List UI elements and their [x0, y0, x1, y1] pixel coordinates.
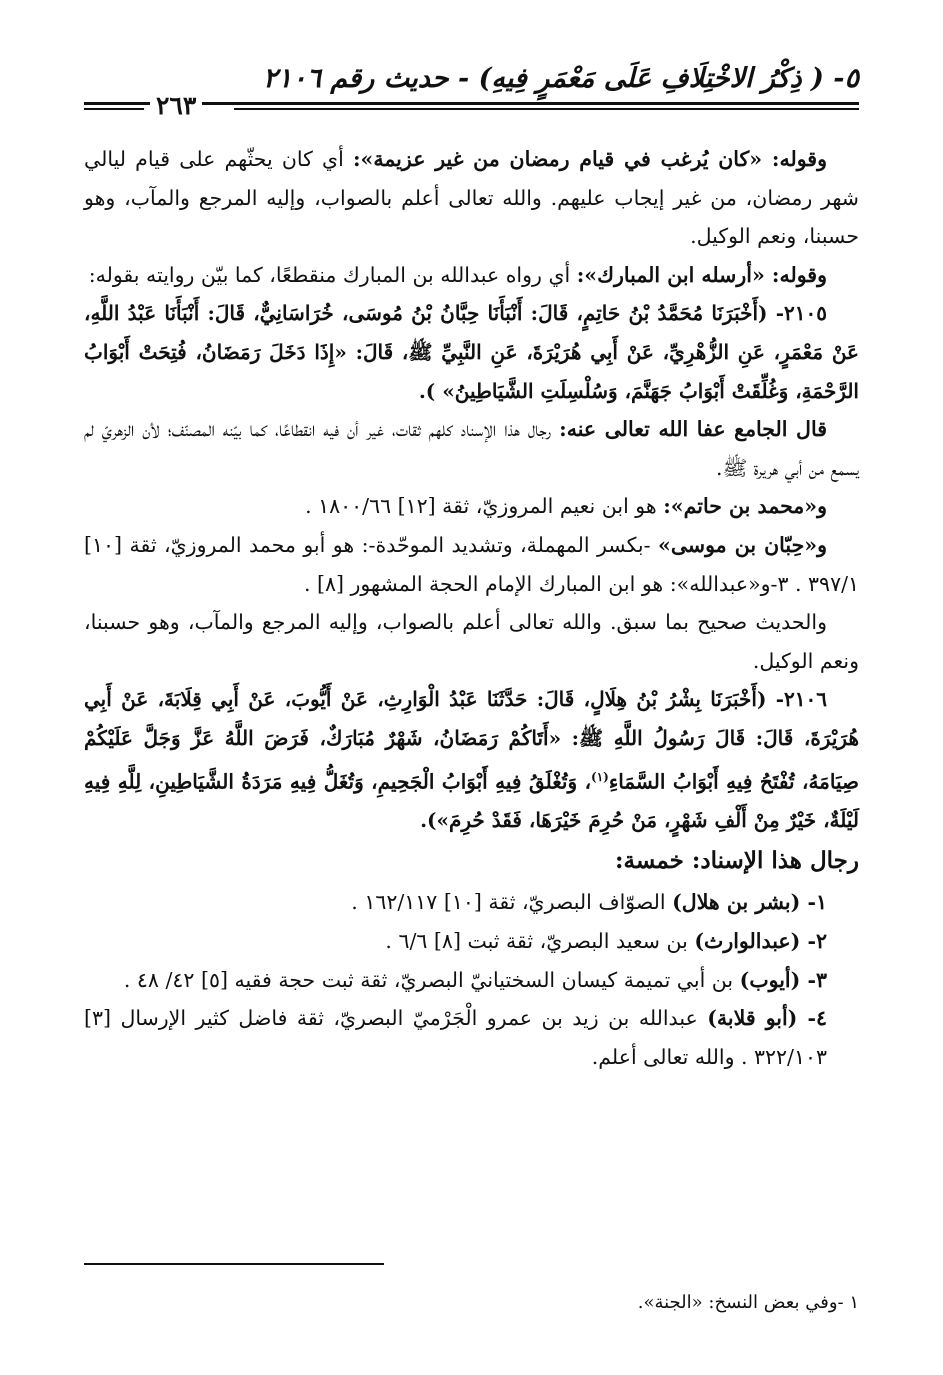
- paragraph-text: أي رواه عبدالله بن المبارك منقطعًا، كما بيّن روايته بقوله:: [88, 262, 577, 287]
- paragraph: [84, 256, 859, 295]
- header-rule-left: [84, 108, 144, 110]
- footnote-marker: (١): [591, 769, 609, 784]
- narrator-name: ٣- (أيوب): [739, 967, 827, 992]
- narrator-name: ٤- (أبو قلابة): [707, 1006, 827, 1031]
- narrator-name: ٢- (عبدالوارث): [694, 928, 827, 953]
- commentary-text: رجال هذا الإسناد كلهم ثقات، غير أن فيه انقطاعًا، كما بيّنه المصنّف؛ لأن الزهريّ لم يسمع من أبي هريرة ﷺ.: [84, 417, 859, 480]
- narrator-details: بن سعيد البصريّ، ثقة ثبت [٨] ٦/٦ .: [385, 928, 695, 953]
- page-header: [84, 55, 859, 120]
- commentary-bold-lead: و«حِبّان بن موسى»: [658, 532, 828, 557]
- hadith-2106-text-a: ٢١٠٦- (أَخْبَرَنَا بِشْرُ بْنُ هِلَالٍ، قَالَ: حَدَّثَنَا عَبْدُ الْوَارِثِ، عَنْ أَيُّوبَ، عَنْ أَبِي قِلَابَةَ، عَنْ أَبِي هُرَيْرَةَ، قَالَ: قَالَ رَسُولُ اللَّهِ ﷺ: «أَتَاكُمْ رَمَضَانُ، شَهْرٌ مُبَارَكٌ، فَرَضَ اللَّهُ عَزَّ وَجَلَّ عَلَيْكُمْ صِيَامَهُ، تُفْتَحُ فِيهِ أَبْوَابُ السَّمَاءِ: [84, 687, 859, 794]
- narrator-item: [84, 922, 859, 961]
- footnote: ١ -وفي بعض النسخ: «الجنة».: [637, 1292, 859, 1313]
- narrator-item: [84, 883, 859, 922]
- paragraph-bold-lead: وقوله: «كان يُرغب في قيام رمضان من غير عزيمة»:: [352, 147, 827, 171]
- commentary-text: هو ابن نعيم المروزيّ، ثقة [١٢] ١٨٠٠/٦٦ .: [305, 494, 664, 519]
- header-rule-right: [234, 108, 859, 110]
- commentary-text: والحديث صحيح بما سبق. والله تعالى أعلم بالصواب، وإليه المرجع والمآب، وهو حسبنا، ونعم الوكيل.: [84, 610, 859, 673]
- paragraph-bold-lead: وقوله: «أرسله ابن المبارك»:: [576, 262, 827, 287]
- hadith-2106-text-b: ، وَتُغْلَقُ فِيهِ أَبْوَابُ الْجَحِيمِ، وَتُغَلُّ فِيهِ مَرَدَةُ الشَّيَاطِينِ، لِلَّهِ فِيهِ لَيْلَةٌ، خَيْرٌ مِنْ أَلْفِ شَهْرٍ، مَنْ حُرِمَ خَيْرَهَا، فَقَدْ حُرِمَ»).: [84, 769, 859, 832]
- narrator-details: بن أبي تميمة كيسان السختيانيّ البصريّ، ثقة ثبت حجة فقيه [٥] ٤٢/ ٤٨ .: [123, 967, 740, 992]
- footnote-divider: [84, 1263, 384, 1265]
- narrator-item: [84, 961, 859, 1000]
- narrator-details: الصوّاف البصريّ، ثقة [١٠] ١٦٢/١١٧ .: [351, 890, 673, 915]
- commentary-bold-lead: قال الجامع عفا الله تعالى عنه:: [559, 417, 827, 442]
- commentary-paragraph: [84, 603, 859, 680]
- narrator-item: [84, 999, 859, 1076]
- paragraph-text: أي كان يحثّهم على قيام ليالي شهر رمضان، من غير إيجاب عليهم. والله تعالى أعلم بالصواب، وإليه المرجع والمآب، وهو حسبنا، ونعم الوكيل.: [84, 147, 859, 249]
- page-number: ٢٦٣: [150, 91, 202, 120]
- commentary-text: -بكسر المهملة، وتشديد الموحّدة-: هو أبو محمد المروزيّ، ثقة [١٠] ٣٩٧/١ . ٣-و«عبدالله»: هو ابن المبارك الإمام الحجة المشهور [٨] .: [84, 532, 859, 596]
- commentary-paragraph: [84, 410, 859, 487]
- hadith-2105: ٢١٠٥- (أَخْبَرَنَا مُحَمَّدُ بْنُ حَاتِمٍ، قَالَ: أَنْبَأَنَا حِبَّانُ بْنُ مُوسَى، خُرَاسَانِيٌّ، قَالَ: أَنْبَأَنَا عَبْدُ اللَّهِ، عَنْ مَعْمَرٍ، عَنِ الزُّهْرِيِّ، عَنْ أَبِي هُرَيْرَةَ، عَنِ النَّبِيِّ ﷺ، قَالَ: «إِذَا دَخَلَ رَمَضَانُ، فُتِحَتْ أَبْوَابُ الرَّحْمَةِ، وَغُلِّقَتْ أَبْوَابُ جَهَنَّمَ، وَسُلْسِلَتِ الشَّيَاطِينُ» ).: [84, 301, 859, 403]
- hadith-2106: [84, 680, 859, 839]
- narrator-name: ١- (بشر بن هلال): [672, 890, 827, 915]
- commentary-paragraph: [84, 487, 859, 526]
- narrators-heading: رجال هذا الإسناد: خمسة:: [615, 847, 859, 875]
- page-body: [84, 140, 859, 1076]
- chapter-title: ٥- ( ذِكْرُ الاخْتِلَافِ عَلَى مَعْمَرٍ فِيهِ) - حديث رقم ٢١٠٦: [263, 63, 859, 94]
- commentary-paragraph: [84, 526, 859, 603]
- commentary-bold-lead: و«محمد بن حاتم»:: [663, 494, 827, 519]
- paragraph: [84, 140, 859, 256]
- narrator-details: عبدالله بن زيد بن عمرو الْجَرْميّ البصريّ، ثقة فاضل كثير الإرسال [٣] ٣٢٢/١٠٣ . والله تعالى أعلم.: [84, 1006, 827, 1069]
